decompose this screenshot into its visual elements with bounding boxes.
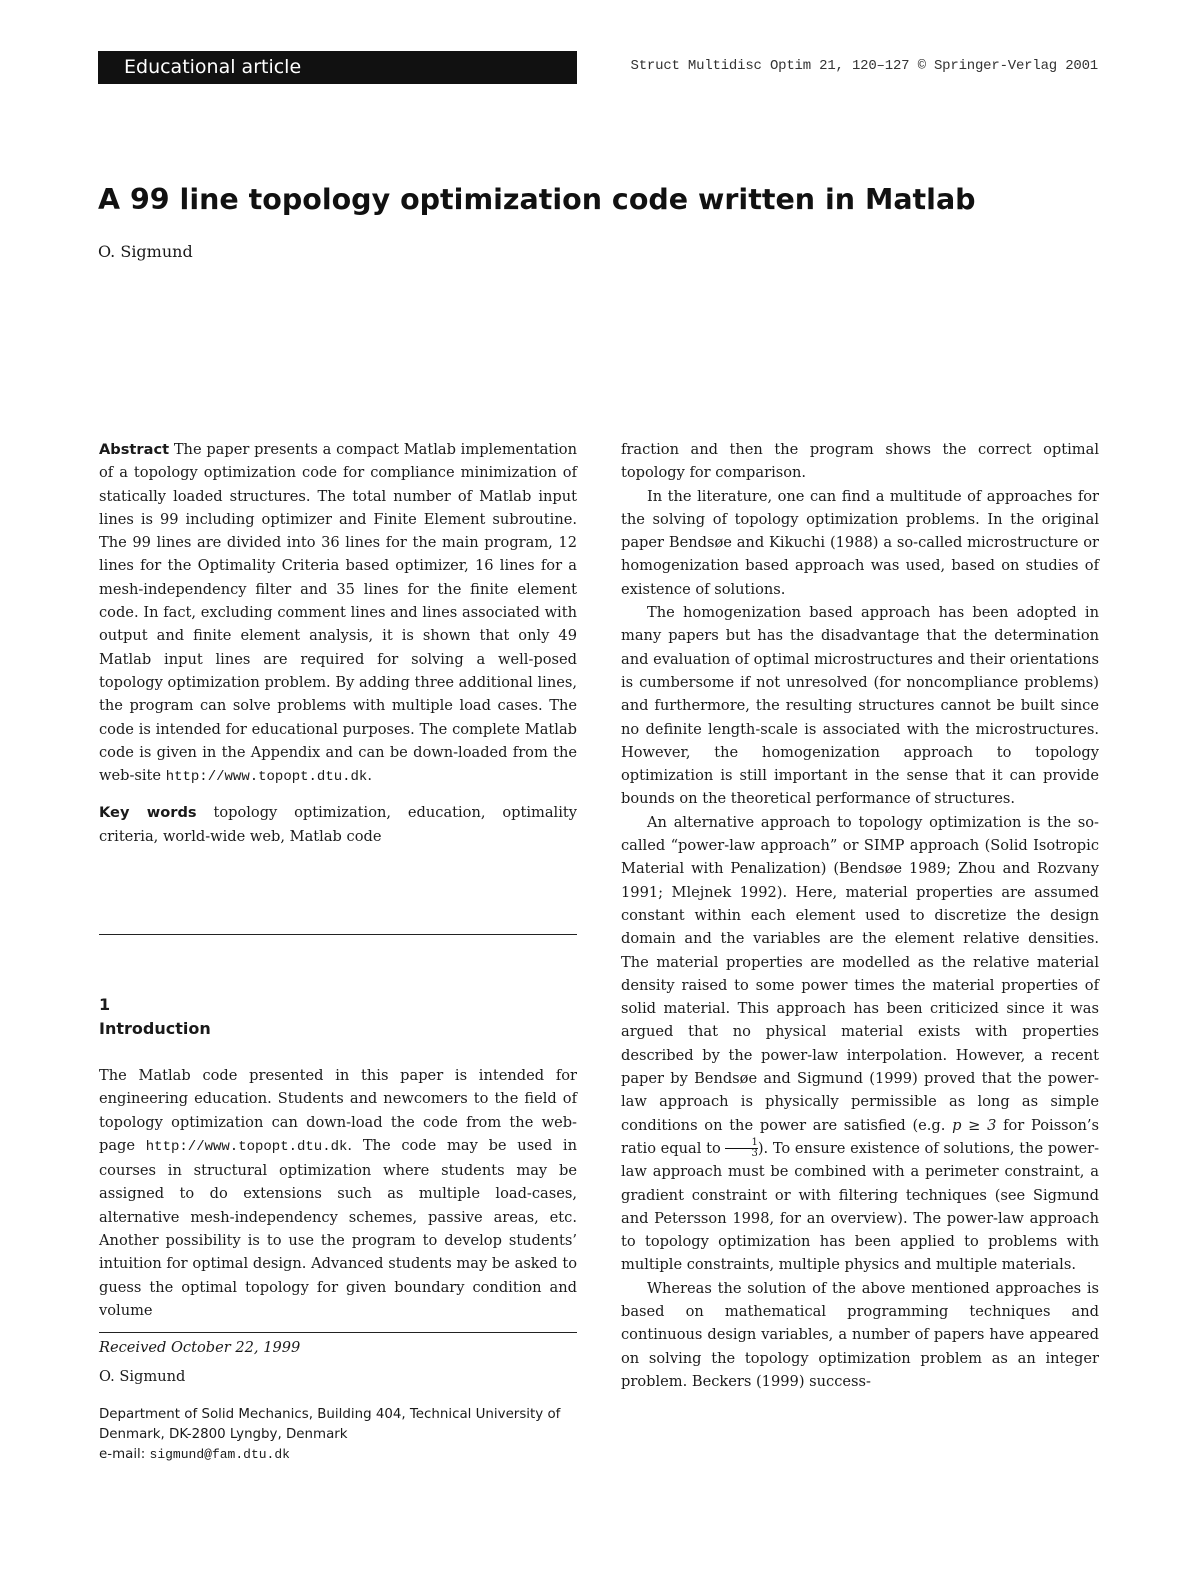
fraction-denominator: 3 xyxy=(751,1148,758,1160)
keywords-label: Key words xyxy=(99,804,197,822)
email-address[interactable]: sigmund@fam.dtu.dk xyxy=(149,1447,290,1462)
intro-text-a: The Matlab code presented in this paper is intended for engineering education. Students and newcomers to the field of topology optimization can down-load the code from the web-page xyxy=(99,1067,577,1154)
intro-url[interactable]: http://www.topopt.dtu.dk xyxy=(145,1138,348,1155)
abstract-url[interactable]: http://www.topopt.dtu.dk xyxy=(165,769,368,786)
journal-citation: Struct Multidisc Optim 21, 120–127 © Springer-Verlag 2001 xyxy=(630,58,1098,74)
right-paragraph-2: In the literature, one can find a multitude of approaches for the solving of topology optimization problems. In the original paper Bendsøe and Kikuchi (1988) a so-called microstructure or homogenization based approach was used, based on studies of existence of solutions. xyxy=(621,487,1099,598)
article-type-label: Educational article xyxy=(124,56,302,78)
affiliation-text: Department of Solid Mechanics, Building 404, Technical University of Denmark, DK-2800 Lyngby, Denmark xyxy=(99,1407,561,1442)
right-paragraph-5: Whereas the solution of the above mentioned approaches is based on mathematical programming techniques and continuous design variables, a number of papers have appeared on solving the topology optimization problem as an integer problem. Beckers (1999) success- xyxy=(621,1279,1099,1390)
section-divider xyxy=(99,934,577,935)
fraction-numerator: 1 xyxy=(725,1138,757,1149)
right-paragraph-3: The homogenization based approach has been adopted in many papers but has the disadvantage that the determination and evaluation of optimal microstructures and their orientations is cumbersome if not unresolved (for noncompliance problems) and furthermore, the resulting structures cannot be built since no definite length-scale is associated with the microstructures. However, the homogenization approach to topology optimization is still important in the sense that it can provide bounds on the theoretical performance of structures. xyxy=(621,604,1099,808)
paper-title: A 99 line topology optimization code written in Matlab xyxy=(98,183,976,216)
keywords xyxy=(99,801,577,848)
footnote-author: O. Sigmund xyxy=(99,1368,186,1385)
email-line xyxy=(99,1445,577,1465)
p4-text-mid: for Poisson’s ratio equal to xyxy=(621,1116,1099,1157)
email-label: e-mail: xyxy=(99,1447,150,1462)
received-date: Received October 22, 1999 xyxy=(99,1339,301,1356)
intro-text-b: . The code may be used in courses in structural optimization where students may be assigned to do extensions such as multiple load-cases, alternative mesh-independency schemes, passive areas, etc. Another possibility is to use the program to develop students’ intuition for optimal design. Advanced students may be asked to guess the optimal topology for given boundary condition and volume xyxy=(99,1136,577,1319)
p4-text-a: An alternative approach to topology optimization is the so-called “power-law approach” or SIMP approach (Solid Isotropic Material with Penalization) (Bendsøe 1989; Zhou and Rozvany 1991; Mlejnek 1992). Here, material properties are assumed constant within each element used to discretize the design domain and the variables are the element relative densities. The material properties are modelled as the relative material density raised to some power times the material properties of solid material. This approach has been criticized since it was argued that no physical material exists with properties described by the power-law interpolation. However, a recent paper by Bendsøe and Sigmund (1999) proved that the power-law approach is physically permissible as long as simple conditions on the power are satisfied (e.g. xyxy=(621,813,1099,1134)
right-paragraph-1: fraction and then the program shows the correct optimal topology for comparison. xyxy=(621,441,1099,482)
p4-math: p ≥ 3 xyxy=(952,1116,997,1134)
section-number: 1 xyxy=(99,995,111,1014)
abstract-label: Abstract xyxy=(99,441,170,458)
section-title: Introduction xyxy=(99,1019,211,1038)
right-paragraph-4 xyxy=(621,811,1099,1277)
abstract-end: . xyxy=(367,767,372,785)
abstract-text: The paper presents a compact Matlab implementation of a topology optimization code for compliance minimization of statically loaded structures. The total number of Matlab input lines is 99 including optimizer and Finite Element subroutine. The 99 lines are divided into 36 lines for the main program, 12 lines for the Optimality Criteria based optimizer, 16 lines for a mesh-independency filter and 35 lines for the finite element code. In fact, excluding comment lines and lines associated with output and finite element analysis, it is shown that only 49 Matlab input lines are required for solving a well-posed topology optimization problem. By adding three additional lines, the program can solve problems with multiple load cases. The code is intended for educational purposes. The complete Matlab code is given in the Appendix and can be down-loaded from the web-site xyxy=(99,441,577,785)
fraction xyxy=(725,1138,757,1159)
intro-paragraph xyxy=(99,1064,577,1322)
left-column xyxy=(99,438,577,848)
article-type-band xyxy=(98,51,577,84)
abstract xyxy=(99,438,577,789)
right-column xyxy=(621,438,1099,1393)
author-name: O. Sigmund xyxy=(98,242,193,261)
keywords-text: topology optimization, education, optimality criteria, world-wide web, Matlab code xyxy=(99,804,577,845)
affiliation xyxy=(99,1405,577,1465)
footnote-rule xyxy=(99,1332,577,1333)
p4-text-b: ). To ensure existence of solutions, the power-law approach must be combined with a perimeter constraint, a gradient constraint or with filtering techniques (see Sigmund and Petersson 1998, for an overview). The power-law approach to topology optimization has been applied to problems with multiple constraints, multiple physics and multiple materials. xyxy=(621,1139,1099,1274)
